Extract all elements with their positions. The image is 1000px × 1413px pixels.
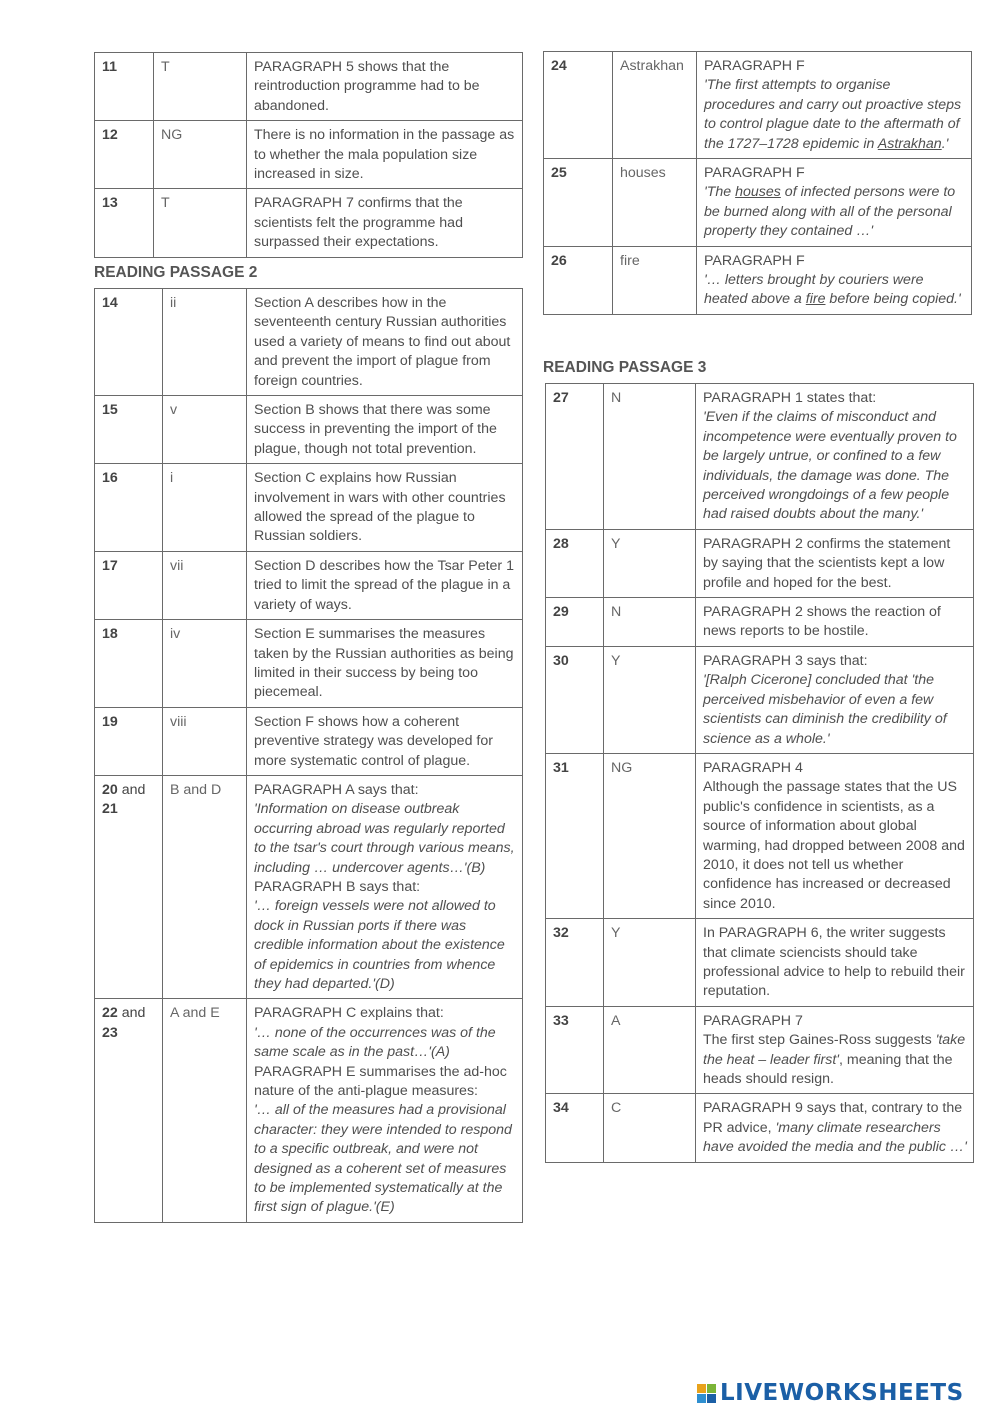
question-number: 16: [95, 464, 163, 552]
answer-cell: NG: [604, 753, 696, 918]
explanation-cell: [247, 289, 523, 396]
answer-cell: A: [604, 1006, 696, 1094]
question-number: 28: [546, 529, 604, 597]
explanation-cell: [247, 121, 523, 189]
quotation: 'take the heat – leader first': [703, 1032, 966, 1068]
table-row: [544, 159, 972, 247]
answer-cell: T: [154, 189, 247, 257]
explanation-cell: [696, 919, 974, 1007]
quotation: '… none of the occurrences was of the same scale as in the past…'(A): [254, 1024, 496, 1061]
table-row: [546, 753, 974, 918]
answers-table-11-13: [94, 52, 523, 258]
explanation-text: Section C explains how Russian involvement in wars with other countries allowed the spread of the plague to Russian soldiers.: [254, 470, 506, 545]
explanation-text: PARAGRAPH 2 shows the reaction of news reports to be hostile.: [703, 604, 941, 640]
passage-3-column: [545, 383, 973, 1163]
liveworksheets-wordmark: LIVEWORKSHEETS: [720, 1380, 964, 1406]
table-row: [95, 551, 523, 619]
table-row: [544, 246, 972, 314]
explanation-text: PARAGRAPH 2 confirms the statement by saying that the scientists kept a low profile and hoped for the best.: [703, 535, 951, 591]
explanation-cell: [696, 1006, 974, 1094]
question-number: 26: [544, 246, 613, 314]
logo-square-3: [697, 1394, 706, 1403]
explanation-text: PARAGRAPH 3 says that:: [703, 652, 868, 669]
underlined-answer: fire: [805, 291, 826, 308]
question-number: 17: [95, 551, 163, 619]
answer-cell: fire: [613, 246, 697, 314]
answer-cell: A and E: [163, 999, 247, 1222]
quotation: '[Ralph Cicerone] concluded that 'the perceived misbehavior of even a few scientists can diminish the credibility of science as a whole.': [703, 672, 947, 747]
quotation: 'Even if the claims of misconduct and incompetence were eventually proven to be largely untrue, or confined to a few individuals, the damage was done. The perceived wrongdoings of a few people had raised doubts about the many.': [703, 409, 957, 523]
quotation: '… letters brought by couriers were heated above a fire before being copied.': [704, 272, 961, 308]
explanation-text: Although the passage states that the US public's confidence in scientists, as a source of information about global warming, had dropped between 2008 and 2010, it does not tell us whether confidence has increased or decreased since 2010.: [703, 779, 965, 912]
answer-cell: Y: [604, 646, 696, 753]
question-number: 34: [546, 1094, 604, 1162]
explanation-text: PARAGRAPH 7 confirms that the scientists felt the programme had surpassed their expectations.: [254, 195, 463, 251]
answer-cell: v: [163, 396, 247, 464]
question-number: 29: [546, 598, 604, 647]
underlined-answer: Astrakhan: [877, 135, 942, 152]
explanation-cell: [697, 159, 972, 247]
question-number: 14: [95, 289, 163, 396]
question-number: 11: [95, 53, 154, 121]
table-row: [546, 646, 974, 753]
explanation-text: Section F shows how a coherent preventive strategy was developed for more systematic control of plague.: [254, 713, 493, 769]
logo-square-2: [707, 1384, 716, 1393]
explanation-text: In PARAGRAPH 6, the writer suggests that climate sciencists should take professional advice to help to rebuild their reputation.: [703, 925, 965, 1000]
explanation-text: PARAGRAPH F: [704, 58, 805, 74]
quotation: 'many climate researchers have avoided the media and the public …': [703, 1119, 967, 1156]
explanation-cell: [696, 646, 974, 753]
explanation-text: Section B shows that there was some success in preventing the import of the plague, though not total prevention.: [254, 402, 497, 457]
explanation-cell: [247, 707, 523, 775]
explanation-text: PARAGRAPH 7: [703, 1012, 803, 1029]
answers-table-14-23: [94, 288, 523, 1223]
table-row: [546, 598, 974, 647]
question-number: 22 and 23: [95, 999, 163, 1222]
explanation-cell: [247, 53, 523, 121]
answer-cell: T: [154, 53, 247, 121]
explanation-text: PARAGRAPH A says that:: [254, 781, 419, 798]
table-row: [95, 464, 523, 552]
table-row: [546, 1006, 974, 1094]
explanation-cell: [247, 189, 523, 257]
answer-cell: C: [604, 1094, 696, 1162]
table-row: [95, 121, 523, 189]
quotation: '… all of the measures had a provisional character: they were intended to respond to a specific outbreak, and were not designed as a coherent set of measures to be implemented systematically at the first sign of plague.'(E): [254, 1102, 512, 1216]
explanation-text: PARAGRAPH 1 states that:: [703, 390, 877, 406]
table-row: [95, 289, 523, 396]
question-number: 27: [546, 384, 604, 530]
explanation-text: There is no information in the passage as to whether the mala population size increased in size.: [254, 127, 515, 183]
answer-cell: ii: [163, 289, 247, 396]
explanation-text: Section A describes how in the seventeenth century Russian authorities used a variety of means to find out about and prevent the import of plague from foreign countries.: [254, 295, 511, 389]
question-number: 31: [546, 753, 604, 918]
question-number: 24: [544, 52, 613, 159]
logo-square-4: [707, 1394, 716, 1403]
question-number: 33: [546, 1006, 604, 1094]
explanation-cell: [696, 598, 974, 647]
explanation-cell: [247, 999, 523, 1222]
liveworksheets-logo: [697, 1380, 964, 1406]
explanation-cell: [247, 620, 523, 708]
underlined-answer: houses: [735, 184, 781, 201]
explanation-text: PARAGRAPH F: [704, 165, 805, 182]
answer-cell: houses: [613, 159, 697, 247]
question-number: 30: [546, 646, 604, 753]
question-number: 15: [95, 396, 163, 464]
question-number: 13: [95, 189, 154, 257]
explanation-cell: [697, 52, 972, 159]
table-row: [95, 620, 523, 708]
explanation-cell: [696, 753, 974, 918]
answer-cell: iv: [163, 620, 247, 708]
explanation-cell: [247, 464, 523, 552]
quotation: 'Information on disease outbreak occurring abroad was regularly reported to the tsar's court through various means, including … undercover agents…'(B): [254, 801, 515, 876]
table-row: [95, 999, 523, 1222]
question-number: 19: [95, 707, 163, 775]
answer-cell: N: [604, 384, 696, 530]
question-number: 18: [95, 620, 163, 708]
explanation-cell: [247, 396, 523, 464]
explanation-text: PARAGRAPH 9 says that, contrary to the PR advice, 'many climate researchers have avoided the media and the public …': [703, 1100, 967, 1156]
table-row: [95, 53, 523, 121]
explanation-cell: [696, 384, 974, 530]
table-row: [544, 52, 972, 159]
quotation: '… foreign vessels were not allowed to dock in Russian ports if there was credible information about the existence of epidemics in countries from whence they had departed.'(D): [254, 898, 505, 992]
explanation-text: PARAGRAPH 4: [703, 759, 803, 776]
reading-passage-2-heading: READING PASSAGE 2: [94, 264, 258, 281]
quotation: 'The houses of infected persons were to be burned along with all of the personal property they contained …': [704, 184, 956, 240]
explanation-text: PARAGRAPH C explains that:: [254, 1005, 444, 1022]
answer-cell: NG: [154, 121, 247, 189]
explanation-cell: [696, 1094, 974, 1162]
explanation-text: PARAGRAPH E summarises the ad-hoc nature of the anti-plague measures:: [254, 1063, 507, 1100]
answers-table-24-26: [543, 51, 972, 315]
table-row: [95, 189, 523, 257]
question-number: 25: [544, 159, 613, 247]
table-row: [546, 384, 974, 530]
passage-2-column: [94, 288, 522, 1223]
explanation-text: Section E summarises the measures taken by the Russian authorities as being limited in their success by being too piecemeal.: [254, 626, 514, 701]
quotation: 'The first attempts to organise procedures and carry out proactive steps to control plague date to the aftermath of the 1727–1728 epidemic in Astrakhan.': [704, 77, 962, 152]
liveworksheets-logo-icon: [697, 1384, 716, 1403]
answer-cell: viii: [163, 707, 247, 775]
table-row: [546, 529, 974, 597]
answer-cell: Y: [604, 529, 696, 597]
table-row: [95, 707, 523, 775]
answers-table-27-34: [545, 383, 974, 1163]
answer-cell: N: [604, 598, 696, 647]
table-row: [546, 1094, 974, 1162]
question-number: 12: [95, 121, 154, 189]
answer-cell: Astrakhan: [613, 52, 697, 159]
explanation-text: Section D describes how the Tsar Peter 1 tried to limit the spread of the plague in a variety of ways.: [254, 557, 514, 613]
table-row: [546, 919, 974, 1007]
question-number: 20 and 21: [95, 775, 163, 998]
table-row: [95, 396, 523, 464]
question-number: 32: [546, 919, 604, 1007]
explanation-cell: [697, 246, 972, 314]
left-column: [94, 52, 522, 258]
table-row: [95, 775, 523, 998]
explanation-text: PARAGRAPH 5 shows that the reintroduction programme had to be abandoned.: [254, 59, 480, 114]
explanation-cell: [247, 551, 523, 619]
reading-passage-3-heading: READING PASSAGE 3: [543, 359, 707, 376]
explanation-text: The first step Gaines-Ross suggests 'take the heat – leader first', meaning that the heads should resign.: [703, 1032, 966, 1087]
explanation-text: PARAGRAPH F: [704, 252, 805, 269]
explanation-text: PARAGRAPH B says that:: [254, 878, 421, 895]
right-column: [543, 51, 971, 315]
answer-cell: i: [163, 464, 247, 552]
explanation-cell: [696, 529, 974, 597]
logo-square-1: [697, 1384, 706, 1393]
answer-cell: Y: [604, 919, 696, 1007]
explanation-cell: [247, 775, 523, 998]
answer-cell: vii: [163, 551, 247, 619]
answer-cell: B and D: [163, 775, 247, 998]
